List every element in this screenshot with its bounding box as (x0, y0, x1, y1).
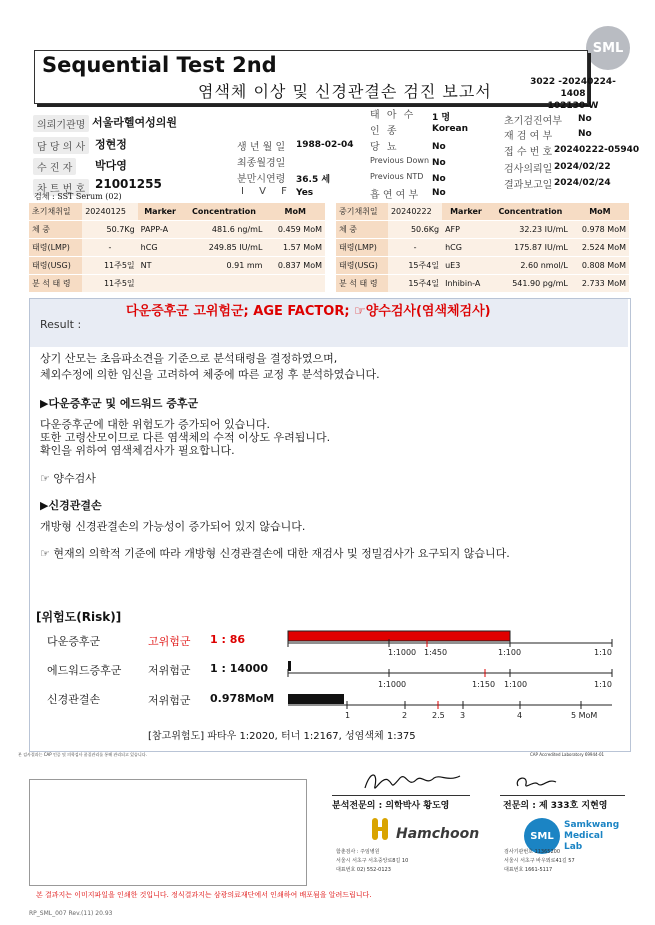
request-date-value: 2024/02/22 (554, 162, 611, 172)
mk2-value: 20240222 (388, 203, 442, 221)
mk2-header-conc: Concentration (490, 203, 571, 221)
prev-ntd-label: Previous NTD (370, 172, 424, 181)
risk-name-down: 다운증후군 (47, 635, 101, 648)
risk-name-ntd: 신경관결손 (47, 693, 101, 706)
retest-label: 재 검 여 부 (504, 131, 553, 142)
axis-label: 1:1000 (388, 648, 417, 657)
age-value: 36.5 세 (296, 175, 331, 185)
axis-label: 1 (345, 711, 351, 720)
result-paragraph: 또한 고령산모이므로 다른 염색체의 수적 이상도 우려됩니다. (40, 431, 331, 444)
result-label: Result : (40, 318, 82, 331)
samkwang-address-line: 서울시 서초구 바우뫼로41길 57 (504, 858, 575, 864)
hamchoon-logo-icon (370, 814, 392, 844)
axis-label: 1:100 (498, 648, 522, 657)
accreditation-note: 본 검사결과는 CAP 인증 및 의학검사 품질관리를 통해 관리되고 있습니다. (18, 752, 147, 757)
lmp-label: 최종월경일 (237, 158, 286, 169)
dob-label: 생 년 월 일 (237, 142, 286, 153)
mk1-header-marker: Marker (138, 203, 183, 221)
retest-value: No (578, 129, 592, 139)
mk1-value: 50.7Kg (82, 221, 137, 239)
mk2-value: 15주4일 (388, 275, 442, 293)
mk2-marker-conc: 32.23 IU/mL (490, 221, 571, 239)
axis-label: 2.5 (432, 711, 445, 720)
mk2-key: 분 석 태 령 (336, 275, 388, 293)
mk1-marker-conc: 0.91 mm (183, 257, 266, 275)
signature-line-2 (500, 795, 625, 796)
axis-label: 1:100 (504, 680, 528, 689)
axis-label: 1:450 (424, 648, 448, 657)
result-heading-ntd: ▶신경관결손 (40, 499, 102, 512)
mk2-value: 50.6Kg (388, 221, 442, 239)
race-label: 인 종 (370, 126, 399, 137)
mk1-marker-name (138, 275, 183, 293)
prev-down-value: No (432, 158, 446, 168)
mk1-key: 태령(USG) (29, 257, 82, 275)
signature-image-1 (360, 766, 470, 796)
mk1-value: 11주5일 (82, 275, 137, 293)
mk1-key: 태령(LMP) (29, 239, 82, 257)
samkwang-address (504, 848, 575, 875)
mk2-marker-conc: 541.90 pg/mL (490, 275, 571, 293)
samkwang-address-line: 대표번호 1661-5117 (504, 867, 553, 873)
samkwang-address-line: 검사기관번호 11365200 (504, 849, 561, 855)
result-paragraph: 체외수정에 의한 임신을 고려하여 체중에 따른 교정 후 분석하였습니다. (40, 368, 380, 381)
report-date-value: 2024/02/24 (554, 178, 611, 188)
marker-table-second (336, 203, 629, 293)
mk2-marker-name: uE3 (442, 257, 490, 275)
sml-logo: SML (586, 26, 630, 70)
mk2-marker-mom: 2.524 MoM (571, 239, 629, 257)
patient-value: 박다영 (95, 159, 127, 172)
mk1-marker-conc: 481.6 ng/mL (183, 221, 266, 239)
hamchoon-address (336, 848, 408, 875)
risk-grade-down: 고위험군 (148, 635, 191, 648)
ivf-label: I V F (241, 186, 293, 197)
mk2-key: 태령(USG) (336, 257, 388, 275)
request-date-label: 검사의뢰일 (504, 164, 553, 175)
risk-title: [위험도(Risk)] (36, 610, 122, 624)
race-value: Korean (432, 124, 469, 134)
risk-value-down: 1 : 86 (210, 633, 246, 646)
receipt-value: 20240222-05940 (554, 145, 640, 155)
mk1-marker-name: NT (138, 257, 183, 275)
ivf-value: Yes (296, 188, 314, 198)
risk-value-ntd: 0.978MoM (210, 692, 275, 705)
result-summary: 다운증후군 고위험군; AGE FACTOR; ☞양수검사(염색체검사) (126, 304, 491, 319)
marker-table-first (29, 203, 325, 293)
mk2-marker-mom: 0.808 MoM (571, 257, 629, 275)
mk1-marker-mom: 0.837 MoM (265, 257, 325, 275)
hamchoon-address-line: 서울시 서초구 서초중앙로8길 10 (336, 858, 409, 864)
hamchoon-logo-text: Hamchoon (396, 826, 480, 842)
document-number (518, 76, 628, 112)
mk2-key: 체 중 (336, 221, 388, 239)
axis-label: 3 (460, 711, 466, 720)
chart-label: 차 트 번 호 (33, 179, 89, 196)
prev-ntd-value: No (432, 174, 446, 184)
mk1-header-mom: MoM (265, 203, 325, 221)
axis-label: 2 (402, 711, 408, 720)
diabetes-label: 당 뇨 (370, 142, 399, 153)
mk2-marker-name: hCG (442, 239, 490, 257)
hamchoon-address-line: 대표번호 02) 552-0123 (336, 867, 391, 873)
mk1-marker-name: PAPP-A (138, 221, 183, 239)
risk-grade-ntd: 저위험군 (148, 694, 191, 707)
axis-label: 1:10 (594, 680, 612, 689)
mk2-header-mom: MoM (571, 203, 629, 221)
samkwang-logo-text: Samkwang Medical Lab (564, 820, 620, 852)
mk1-marker-mom: 1.57 MoM (265, 239, 325, 257)
specimen-label: 검체 : SST Serum (02) (34, 192, 122, 201)
signer-1: 분석전문의 : 의학박사 황도영 (332, 801, 450, 811)
report-title-ko: 염색체 이상 및 신경관결손 검진 보고서 (198, 82, 492, 101)
doctor-label: 담 당 의 사 (33, 137, 89, 154)
document-number-line1: 3022 -20240224-1408 (530, 77, 616, 99)
prev-down-label: Previous Down (370, 156, 430, 165)
mk2-marker-mom: 2.733 MoM (571, 275, 629, 293)
result-heading-down-edwards: ▶다운증후군 및 에드워드 증후군 (40, 397, 199, 410)
signer-2: 전문의 : 제 333호 지현영 (503, 801, 608, 811)
patient-label: 수 진 자 (33, 158, 76, 175)
fetus-value: 1 명 (432, 113, 451, 123)
receipt-label: 접 수 번 호 (504, 147, 553, 158)
mk2-marker-name: AFP (442, 221, 490, 239)
report-date-label: 결과보고일 (504, 180, 553, 191)
risk-bar-ntd (288, 694, 344, 704)
form-code: RP_SML_007 Rev.(11) 20.93 (29, 910, 113, 917)
axis-label: 5 MoM (571, 711, 598, 720)
signature-line-1 (332, 795, 470, 796)
doctor-value: 정현정 (95, 138, 127, 151)
risk-bars (285, 625, 615, 725)
result-paragraph: 상기 산모는 초음파소견을 기준으로 분석태령을 결정하였으며, (40, 352, 338, 365)
axis-label: 4 (517, 711, 523, 720)
signature-image-2 (510, 770, 570, 794)
mk1-value: - (82, 239, 137, 257)
mk2-key: 중기채취일 (336, 203, 388, 221)
axis-label: 1:1000 (378, 680, 407, 689)
age-label: 분만시연령 (237, 174, 286, 185)
mk1-marker-conc (183, 275, 266, 293)
mk1-header-conc: Concentration (183, 203, 266, 221)
print-notice: 본 결과지는 이미지파일을 인쇄한 것입니다. 정식결과지는 삼광의료재단에서 인쇄하여 배포됨을 알려드립니다. (36, 891, 372, 899)
smoking-value: No (432, 188, 446, 198)
result-paragraph: 개방형 신경관결손의 가능성이 증가되어 있지 않습니다. (40, 520, 306, 533)
document-number-line2: 102130-W (547, 101, 599, 111)
blank-box (29, 779, 307, 886)
result-paragraph: ☞ 현재의 의학적 기준에 따라 개방형 신경관결손에 대한 재검사 및 정밀검사가 요구되지 않습니다. (40, 547, 510, 560)
mk2-marker-conc: 175.87 IU/mL (490, 239, 571, 257)
risk-value-edwards: 1 : 14000 (210, 662, 268, 675)
risk-bar-down (288, 631, 510, 641)
institution-label: 의뢰기관명 (33, 115, 89, 132)
chart-value: 21001255 (95, 177, 162, 191)
axis-label: 1:150 (472, 680, 496, 689)
institution-value: 서울라헬여성의원 (92, 116, 178, 129)
mk2-marker-mom: 0.978 MoM (571, 221, 629, 239)
mk1-value: 11주5일 (82, 257, 137, 275)
first-test-value: No (578, 114, 592, 124)
mk2-marker-name: Inhibin-A (442, 275, 490, 293)
diabetes-value: No (432, 142, 446, 152)
mk1-marker-mom (265, 275, 325, 293)
first-test-label: 초기검진여부 (504, 116, 562, 127)
sml-partner-logo-icon: SML (524, 818, 560, 854)
mk2-value: 15주4일 (388, 257, 442, 275)
risk-name-edwards: 에드워드증후군 (47, 664, 122, 677)
hamchoon-address-line: 함춘검사 : 주임병원 (336, 849, 380, 855)
smoking-label: 흡 연 여 부 (370, 190, 419, 201)
mk1-value: 20240125 (82, 203, 137, 221)
cap-note: CAP Accredited Laboratory 69944-01 (530, 752, 605, 757)
mk1-key: 분 석 태 령 (29, 275, 82, 293)
mk2-header-marker: Marker (442, 203, 490, 221)
reference-risk: [참고위험도] 파타우 1:2020, 터너 1:2167, 성염색체 1:375 (148, 731, 416, 742)
mk1-marker-name: hCG (138, 239, 183, 257)
result-paragraph: 확인을 위하여 염색체검사가 필요합니다. (40, 444, 235, 457)
risk-grade-edwards: 저위험군 (148, 664, 191, 677)
mk2-value: - (388, 239, 442, 257)
mk1-key: 초기채취일 (29, 203, 82, 221)
report-title-en: Sequential Test 2nd (42, 53, 277, 77)
mk1-marker-conc: 249.85 IU/mL (183, 239, 266, 257)
result-paragraph: 다운증후군에 대한 위험도가 증가되어 있습니다. (40, 418, 271, 431)
mk2-marker-conc: 2.60 nmol/L (490, 257, 571, 275)
mk2-key: 태령(LMP) (336, 239, 388, 257)
mk1-marker-mom: 0.459 MoM (265, 221, 325, 239)
axis-label: 1:10 (594, 648, 612, 657)
fetus-label: 태 아 수 (370, 110, 416, 121)
dob-value: 1988-02-04 (296, 140, 354, 150)
result-recommendation: ☞ 양수검사 (40, 472, 96, 485)
mk1-key: 체 중 (29, 221, 82, 239)
